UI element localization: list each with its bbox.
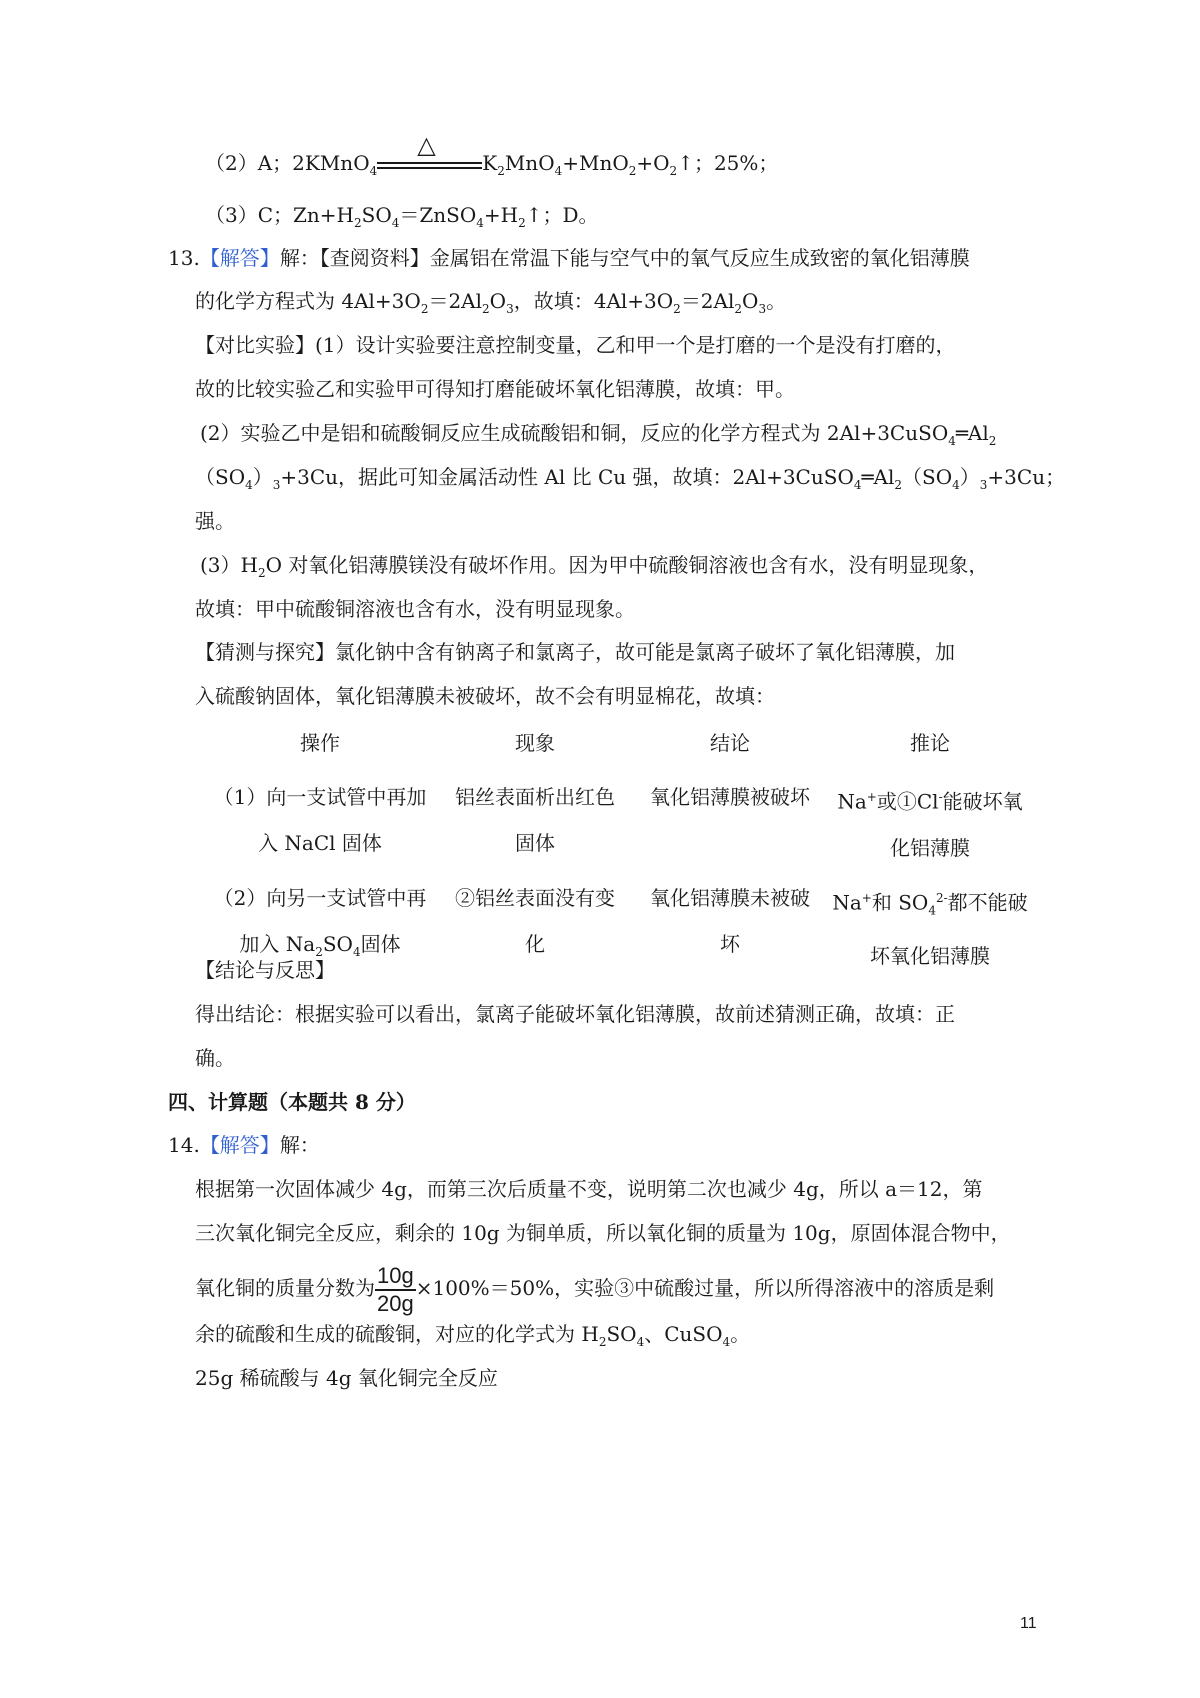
q14-line-0: 14.【解答】解：	[168, 1133, 320, 1157]
q13-line-1: 13.【解答】解：【查阅资料】金属铝在常温下能与空气中的氧气反应生成致密的氧化铝薄膜	[168, 246, 970, 270]
q13-line-10: 【猜测与探究】氯化钠中含有钠离子和氯离子，故可能是氯离子破坏了氧化铝薄膜，加	[195, 640, 955, 664]
question-number: 13.	[168, 246, 200, 270]
answer-tag: 【解答】	[199, 1133, 280, 1157]
q13-line-12: 【结论与反思】	[195, 958, 335, 982]
answer-12-2: （2）A；2KMnO$_4$ △ $K_2MnO_4+MnO_2+O_2↑$；25%；	[205, 130, 779, 178]
experiment-table	[205, 720, 1035, 979]
q13-line-14: 确。	[195, 1046, 235, 1070]
triangle-icon: △	[417, 130, 436, 159]
answer-12-3: （3）C；$Zn+H_2SO_4=ZnSO_4+H_2↑$；D。	[205, 203, 599, 230]
header-phenomenon: 现象	[515, 731, 555, 755]
q13-line-13: 得出结论：根据实验可以看出，氯离子能破坏氧化铝薄膜，故前述猜测正确，故填：正	[195, 1002, 955, 1026]
table-row: （2）向另一支试管中再 加入 $Na_2SO_4$固体 ②铝丝表面没有变 化 氧化铝薄膜未被破 坏 Na+和 $SO_4^{2-}$都不能破 坏氧化铝薄膜	[213, 885, 1028, 969]
q13-line-4: 故的比较实验乙和实验甲可得知打磨能破坏氧化铝薄膜，故填：甲。	[195, 377, 795, 401]
q13-line-5: (2）实验乙中是铝和硫酸铜反应生成硫酸铝和铜，反应的化学方程式为 $2Al+3CuSO_4═Al_2$	[200, 421, 997, 448]
q13-line-3: 【对比实验】(1）设计实验要注意控制变量，乙和甲一个是打磨的一个是没有打磨的，	[195, 333, 956, 357]
q14-line-4: 余的硫酸和生成的硫酸铜，对应的化学式为 $H_2SO_4$、CuSO$_4$。	[195, 1322, 751, 1349]
q13-line-6: $(SO_4)_3+3Cu$，据此可知金属活动性 Al 比 Cu 强，故填：$2Al+3CuSO_4═Al_2(SO_4)_3+3Cu$；	[195, 465, 1066, 492]
q14-line-3: 氧化铜的质量分数为 $\frac{10g}{20g}$ ×100%＝50%，实验③中硫酸过量，所以所得溶液中的溶质是剩	[195, 1262, 995, 1316]
page-number: 11	[1020, 1615, 1037, 1632]
section-heading: 四、计算题（本题共 8 分）	[168, 1090, 416, 1114]
answer-tag: 【解答】	[199, 246, 280, 270]
question-number: 14.	[168, 1133, 200, 1157]
q13-line-8: $(3)H_2O$ 对氧化铝薄膜镁没有破坏作用。因为甲中硫酸铜溶液也含有水，没有明显现象，	[200, 553, 989, 580]
table-row: （1）向一支试管中再加 入 NaCl 固体 铝丝表面析出红色 固体 氧化铝薄膜被破坏 Na+或①Cl-能破坏氧 化铝薄膜	[213, 785, 1023, 860]
q13-line-11: 入硫酸钠固体，氧化铝薄膜未被破坏，故不会有明显棉花，故填：	[195, 684, 775, 708]
q14-line-5: 25g 稀硫酸与 4g 氧化铜完全反应	[195, 1366, 498, 1390]
q13-line-2: 的化学方程式为 $4Al+3O_2=2Al_2O_3$，故填：$4Al+3O_2=2Al_2O_3$。	[195, 289, 787, 316]
table-header-row	[205, 720, 1035, 766]
q13-line-7: 强。	[195, 509, 235, 533]
header-inference: 推论	[910, 731, 950, 755]
heating-condition-arrow	[377, 130, 482, 178]
q14-line-1: 根据第一次固体减少 4g，而第三次后质量不变，说明第二次也减少 4g，所以 a＝12，第	[195, 1177, 983, 1201]
header-conclusion: 结论	[710, 731, 750, 755]
fraction: $\frac{10g}{20g}$	[377, 1262, 414, 1316]
header-operation: 操作	[300, 731, 340, 755]
q14-line-2: 三次氧化铜完全反应，剩余的 10g 为铜单质，所以氧化铜的质量为 10g，原固体混合物中，	[195, 1221, 1011, 1245]
q13-line-9: 故填：甲中硫酸铜溶液也含有水，没有明显现象。	[195, 597, 635, 621]
